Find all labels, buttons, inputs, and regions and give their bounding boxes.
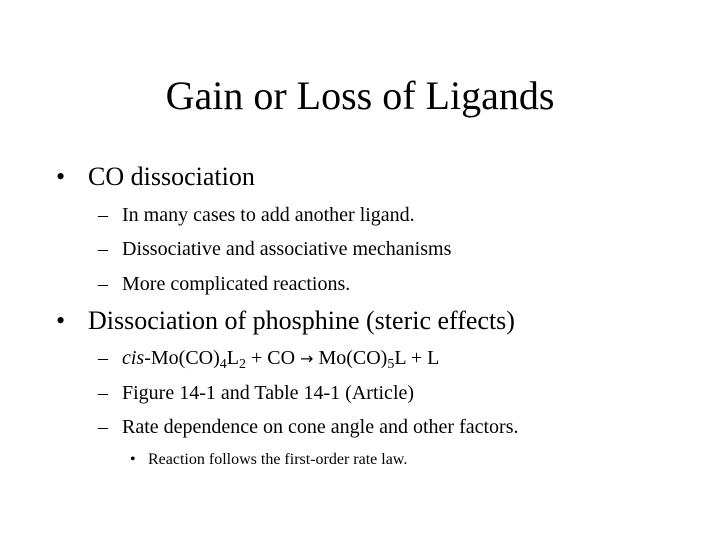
sub-bullet xyxy=(98,415,518,439)
cis-prefix: cis xyxy=(122,347,145,369)
reaction-equation xyxy=(122,347,440,373)
dash-marker: – xyxy=(98,273,108,295)
bullet-text: Dissociation of phosphine (steric effects) xyxy=(88,306,515,335)
reaction-part: Mo(CO) xyxy=(313,347,388,369)
sub-bullet xyxy=(98,237,451,261)
subscript: 4 xyxy=(219,357,227,373)
dash-marker: – xyxy=(98,238,108,260)
reaction-part: L + L xyxy=(394,347,440,369)
subscript: 2 xyxy=(238,357,246,373)
sub-bullet xyxy=(98,272,350,296)
bullet-text: CO dissociation xyxy=(88,162,255,191)
sub-sub-bullet-text: Reaction follows the first-order rate law. xyxy=(148,451,408,468)
reaction-arrow-icon: → xyxy=(300,349,314,368)
dash-marker: – xyxy=(98,382,108,404)
dash-marker: – xyxy=(98,347,108,369)
sub-bullet xyxy=(98,203,415,227)
reaction-part: -Mo(CO) xyxy=(144,347,220,369)
reaction-part: L xyxy=(226,347,239,369)
subscript: 5 xyxy=(387,357,395,373)
sub-bullet-text: More complicated reactions. xyxy=(122,273,351,295)
bullet-marker: • xyxy=(56,162,66,191)
bullet-marker: • xyxy=(130,451,136,468)
sub-bullet xyxy=(98,381,414,405)
bullet-phosphine-dissociation xyxy=(56,306,515,336)
sub-bullet-text: Figure 14-1 and Table 14-1 (Article) xyxy=(122,382,415,404)
bullet-marker: • xyxy=(56,306,66,335)
sub-sub-bullet xyxy=(130,450,407,470)
bullet-co-dissociation xyxy=(56,162,255,192)
sub-bullet-text: Rate dependence on cone angle and other factors. xyxy=(122,416,519,438)
sub-bullet-text: In many cases to add another ligand. xyxy=(122,204,415,226)
sub-bullet-reaction xyxy=(98,346,439,371)
sub-bullet-text: Dissociative and associative mechanisms xyxy=(122,238,452,260)
slide-title: Gain or Loss of Ligands xyxy=(165,73,555,118)
dash-marker: – xyxy=(98,416,108,438)
reaction-part: + CO xyxy=(245,347,301,369)
dash-marker: – xyxy=(98,204,108,226)
